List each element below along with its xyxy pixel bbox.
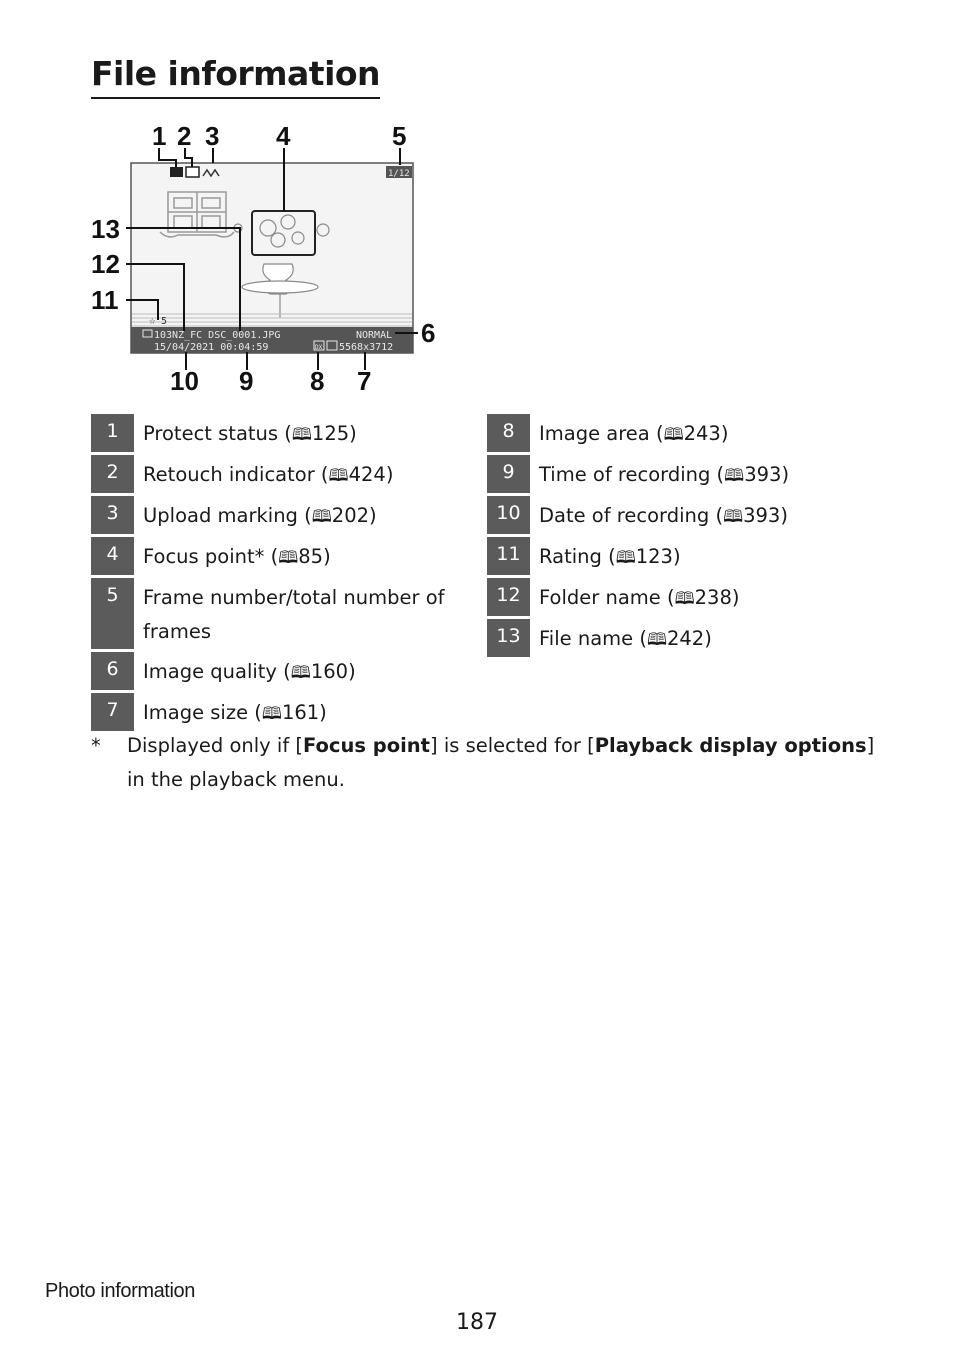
image-size: 5568x3712	[339, 342, 394, 353]
frame-counter: 1/12	[388, 169, 410, 179]
page-reference[interactable]: 161	[281, 701, 320, 724]
book-icon: 🕮	[724, 466, 745, 486]
legend-number: 11	[487, 537, 530, 575]
legend-description: Upload marking (🕮202)	[143, 504, 377, 527]
book-icon: 🕮	[674, 589, 695, 609]
legend-number: 2	[91, 455, 134, 493]
legend-description: File name (🕮242)	[539, 627, 712, 650]
page-reference[interactable]: 424	[348, 463, 386, 486]
image-area: DX	[315, 344, 323, 351]
callout-4: 4	[276, 121, 291, 151]
book-icon: 🕮	[723, 507, 744, 527]
legend-row	[91, 455, 471, 493]
rating-value: 5	[161, 316, 168, 327]
callout-10: 10	[170, 366, 199, 396]
legend-number: 3	[91, 496, 134, 534]
legend-description: Frame number/total number of frames	[143, 586, 445, 643]
legend-description: Image size (🕮161)	[143, 701, 327, 724]
legend-number: 7	[91, 693, 134, 731]
page-reference[interactable]: 243	[683, 422, 721, 445]
legend-row	[91, 414, 471, 452]
legend-left-column	[91, 414, 471, 734]
callout-2: 2	[177, 121, 192, 151]
callout-12: 12	[91, 249, 120, 279]
callout-7: 7	[357, 366, 372, 396]
book-icon: 🕮	[261, 704, 282, 724]
legend-row	[91, 652, 471, 690]
book-icon: 🕮	[646, 630, 667, 650]
retouch-icon	[186, 167, 199, 177]
page-reference[interactable]: 202	[331, 504, 370, 527]
book-icon: 🕮	[311, 507, 332, 527]
rating-star: ☆	[149, 314, 156, 327]
legend-number: 5	[91, 578, 134, 649]
legend-row	[487, 496, 867, 534]
legend-number: 9	[487, 455, 530, 493]
legend-row	[91, 496, 471, 534]
page-reference[interactable]: 85	[298, 545, 324, 568]
date-time: 15/04/2021 00:04:59	[154, 342, 269, 353]
legend-description: Date of recording (🕮393)	[539, 504, 788, 527]
page-reference[interactable]: 242	[666, 627, 705, 650]
callout-6: 6	[421, 318, 436, 348]
footer-section-name: Photo information	[45, 1280, 195, 1302]
footnote-bold-focus-point: Focus point	[303, 734, 431, 757]
callout-11: 11	[91, 285, 119, 315]
page-reference[interactable]: 160	[310, 660, 349, 683]
legend-row	[487, 578, 867, 616]
page-reference[interactable]: 123	[635, 545, 673, 568]
legend-right-column	[487, 414, 867, 660]
callout-5: 5	[392, 121, 407, 151]
page-number: 187	[456, 1310, 498, 1335]
legend-number: 13	[487, 619, 530, 657]
page-reference[interactable]: 393	[744, 463, 782, 486]
legend-description: Time of recording (🕮393)	[539, 463, 790, 486]
legend-description: Folder name (🕮238)	[539, 586, 740, 609]
legend-row	[91, 578, 471, 649]
legend-row	[91, 693, 471, 731]
legend-row	[487, 619, 867, 657]
book-icon: 🕮	[278, 548, 299, 568]
footnote	[91, 729, 881, 797]
book-icon: 🕮	[663, 425, 684, 445]
callout-8: 8	[310, 366, 325, 396]
book-icon: 🕮	[291, 425, 312, 445]
legend-row	[487, 537, 867, 575]
footnote-mark: *	[91, 734, 101, 757]
legend-description: Image quality (🕮160)	[143, 660, 356, 683]
footnote-bold-playback-options: Playback display options	[594, 734, 867, 757]
callout-9: 9	[239, 366, 254, 396]
book-icon: 🕮	[328, 466, 349, 486]
playback-screen-diagram	[88, 118, 448, 398]
legend-number: 1	[91, 414, 134, 452]
page-reference[interactable]: 393	[743, 504, 781, 527]
footnote-text: Displayed only if [Focus point] is selected for [Playback display options] in the playback menu.	[127, 734, 875, 791]
legend-row	[487, 414, 867, 452]
book-icon: 🕮	[615, 548, 636, 568]
page-reference[interactable]: 125	[311, 422, 350, 445]
page-title: File information	[91, 52, 380, 99]
book-icon: 🕮	[290, 663, 311, 683]
legend-row	[487, 455, 867, 493]
legend-description: Retouch indicator (🕮424)	[143, 463, 394, 486]
image-quality: NORMAL	[356, 330, 393, 341]
protect-icon	[170, 167, 183, 177]
page-reference[interactable]: 238	[694, 586, 732, 609]
legend-row	[91, 537, 471, 575]
legend-number: 10	[487, 496, 530, 534]
legend-description: Rating (🕮123)	[539, 545, 681, 568]
legend-number: 12	[487, 578, 530, 616]
callout-3: 3	[205, 121, 220, 151]
legend-description: Image area (🕮243)	[539, 422, 729, 445]
legend-number: 8	[487, 414, 530, 452]
legend-number: 6	[91, 652, 134, 690]
legend-description: Focus point* (🕮85)	[143, 545, 331, 568]
legend-number: 4	[91, 537, 134, 575]
callout-1: 1	[152, 121, 167, 151]
folder-file-name: 103NZ_FC DSC_0001.JPG	[154, 330, 281, 341]
legend-description: Protect status (🕮125)	[143, 422, 357, 445]
callout-13: 13	[91, 214, 120, 244]
